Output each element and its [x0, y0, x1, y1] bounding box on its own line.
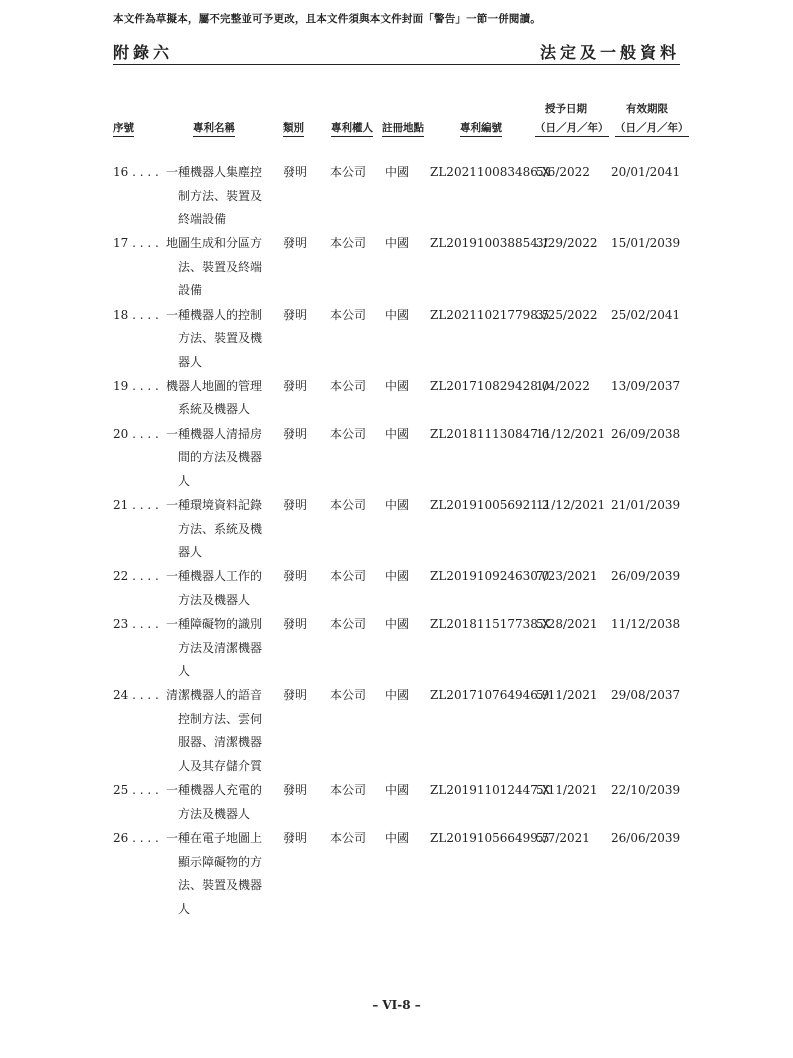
row-place: 中國	[385, 783, 410, 798]
row-expiry: 29/08/2037	[611, 688, 681, 703]
patent-name-line: 一種機器人集塵控	[166, 165, 263, 179]
row-patentee: 本公司	[330, 783, 367, 798]
patent-name-line: 顯示障礙物的方	[178, 854, 263, 869]
row-category: 發明	[283, 378, 308, 393]
row-index: 21 . . . .	[113, 498, 159, 512]
row-category: 發明	[283, 569, 308, 584]
col-category: 類別	[283, 120, 304, 137]
row-place: 中國	[385, 498, 410, 512]
row-expiry: 22/10/2039	[611, 783, 681, 798]
page-header	[113, 40, 680, 65]
patent-name-line: 方法及機器人	[178, 806, 251, 821]
row-category: 發明	[283, 688, 308, 703]
row-patentee: 本公司	[330, 498, 367, 512]
row-patent-name	[166, 375, 262, 422]
patent-name-line: 一種在電子地圖上	[166, 831, 263, 845]
row-index: 20 . . . .	[113, 426, 159, 441]
row-index: 17 . . . .	[113, 236, 159, 251]
row-patent-name	[166, 779, 262, 826]
row-patentee: 本公司	[330, 165, 367, 179]
col-patentee: 專利權人	[331, 120, 373, 137]
row-expiry: 26/09/2039	[611, 569, 681, 584]
col-patent-name: 專利名稱	[193, 120, 235, 137]
row-patent-no: ZL201811517738.X	[430, 617, 551, 632]
row-category: 發明	[283, 236, 308, 251]
patent-name-line: 一種障礙物的識別	[166, 617, 263, 632]
row-patent-name	[166, 613, 262, 684]
row-patent-no: ZL201710764946.9	[430, 688, 550, 703]
patent-name-line: 一種環境資料記錄	[166, 498, 263, 512]
patent-name-line: 一種機器人清掃房	[166, 426, 263, 441]
patent-name-line: 人	[178, 664, 191, 679]
row-place: 中國	[385, 688, 410, 703]
row-patentee: 本公司	[330, 831, 367, 845]
row-patentee: 本公司	[330, 378, 367, 393]
patent-name-line: 一種機器人工作的	[166, 569, 263, 584]
row-patent-name	[166, 827, 262, 921]
row-expiry: 25/02/2041	[611, 307, 681, 322]
patent-name-line: 方法及機器人	[178, 592, 251, 607]
row-place: 中國	[385, 378, 410, 393]
row-patent-no: ZL202110083486.X	[430, 165, 551, 179]
row-expiry: 21/01/2039	[611, 498, 681, 512]
row-patentee: 本公司	[330, 426, 367, 441]
row-category: 發明	[283, 617, 308, 632]
col-patent-no: 專利編號	[460, 120, 502, 137]
row-index: 19 . . . .	[113, 378, 159, 393]
patent-name-line: 法、裝置及終端	[178, 259, 263, 274]
row-patentee: 本公司	[330, 307, 367, 322]
row-place: 中國	[385, 569, 410, 584]
row-patent-no: ZL201910038854.1	[430, 236, 550, 251]
row-place: 中國	[385, 831, 410, 845]
patent-name-line: 一種機器人的控制	[166, 307, 263, 322]
col-grant-date-format: （日／月／年）	[535, 120, 609, 137]
row-patent-no: ZL201811130847.6	[430, 426, 550, 441]
row-place: 中國	[385, 617, 410, 632]
patent-name-line: 間的方法及機器	[178, 450, 263, 465]
row-patent-no: ZL201910924630.0	[430, 569, 550, 584]
col-grant-date-title: 授予日期	[545, 103, 587, 115]
patent-name-line: 人及其存儲介質	[178, 758, 263, 773]
patent-name-line: 制方法、裝置及	[178, 188, 263, 203]
patent-name-line: 終端設備	[178, 212, 227, 226]
row-patent-name	[166, 423, 262, 494]
row-grant-date: 5/6/2022	[536, 165, 590, 179]
row-patent-no: ZL201910566499.5	[430, 831, 550, 845]
patent-name-line: 設備	[178, 283, 203, 298]
patent-name-line: 方法及清潔機器	[178, 640, 263, 655]
row-grant-date: 5/11/2021	[536, 688, 598, 703]
row-grant-date: 3/29/2022	[536, 236, 598, 251]
patent-name-line: 器人	[178, 545, 203, 559]
patent-name-line: 機器人地圖的管理	[166, 378, 263, 393]
page-number: – VI-8 –	[372, 998, 421, 1012]
row-patent-name	[166, 161, 262, 232]
row-expiry: 20/01/2041	[611, 165, 681, 179]
patent-name-line: 地圖生成和分區方	[166, 236, 263, 251]
row-grant-date: 7/23/2021	[536, 569, 598, 584]
row-patent-no: ZL201911012447.X	[430, 783, 551, 798]
patent-name-line: 人	[178, 901, 191, 916]
row-patent-name	[166, 565, 262, 612]
row-patentee: 本公司	[330, 236, 367, 251]
row-expiry: 11/12/2038	[611, 617, 681, 632]
patent-name-line: 方法、系統及機	[178, 521, 263, 536]
row-index: 26 . . . .	[113, 831, 159, 845]
row-category: 發明	[283, 426, 308, 441]
row-expiry: 13/09/2037	[611, 378, 681, 393]
draft-warning: 本文件為草擬本，屬不完整並可予更改，且本文件須與本文件封面「警告」一節一併閱讀。	[113, 13, 541, 25]
row-grant-date: 5/11/2021	[536, 783, 598, 798]
row-grant-date: 11/12/2021	[536, 498, 606, 512]
appendix-title: 附錄六	[113, 43, 174, 62]
patent-name-line: 器人	[178, 354, 203, 369]
row-index: 16 . . . .	[113, 165, 159, 179]
patent-name-line: 服器、清潔機器	[178, 735, 263, 750]
row-patent-no: ZL201710829428.0	[430, 378, 550, 393]
row-place: 中國	[385, 426, 410, 441]
col-expiry-title: 有效期限	[626, 103, 668, 115]
row-grant-date: 11/12/2021	[536, 426, 606, 441]
row-category: 發明	[283, 498, 308, 512]
row-index: 25 . . . .	[113, 783, 159, 798]
row-index: 23 . . . .	[113, 617, 159, 632]
patent-name-line: 一種機器人充電的	[166, 783, 263, 798]
row-index: 22 . . . .	[113, 569, 159, 584]
row-patentee: 本公司	[330, 617, 367, 632]
row-patentee: 本公司	[330, 688, 367, 703]
row-grant-date: 1/4/2022	[536, 378, 590, 393]
row-place: 中國	[385, 165, 410, 179]
row-category: 發明	[283, 165, 308, 179]
row-patent-no: ZL201910056921.2	[430, 498, 550, 512]
row-index: 24 . . . .	[113, 688, 159, 703]
col-place: 註冊地點	[382, 120, 424, 137]
row-category: 發明	[283, 307, 308, 322]
section-title: 法定及一般資料	[539, 43, 680, 62]
row-expiry: 26/06/2039	[611, 831, 681, 845]
row-place: 中國	[385, 307, 410, 322]
row-patentee: 本公司	[330, 569, 367, 584]
row-place: 中國	[385, 236, 410, 251]
row-patent-name	[166, 232, 262, 303]
col-expiry-format: （日／月／年）	[615, 120, 689, 137]
row-expiry: 15/01/2039	[611, 236, 681, 251]
row-category: 發明	[283, 831, 308, 845]
row-patent-name	[166, 304, 262, 375]
row-grant-date: 5/28/2021	[536, 617, 598, 632]
row-patent-no: ZL202110217798.5	[430, 307, 550, 322]
row-patent-name	[166, 684, 262, 778]
row-grant-date: 3/25/2022	[536, 307, 598, 322]
patent-name-line: 方法、裝置及機	[178, 331, 263, 346]
col-index: 序號	[113, 120, 134, 137]
row-category: 發明	[283, 783, 308, 798]
row-index: 18 . . . .	[113, 307, 159, 322]
row-expiry: 26/09/2038	[611, 426, 681, 441]
patent-name-line: 人	[178, 473, 191, 488]
patent-name-line: 清潔機器人的語音	[166, 688, 263, 703]
row-grant-date: 5/7/2021	[536, 831, 590, 845]
patent-name-line: 法、裝置及機器	[178, 878, 263, 892]
patent-name-line: 控制方法、雲伺	[178, 711, 263, 726]
row-patent-name	[166, 494, 262, 565]
patent-name-line: 系統及機器人	[178, 402, 251, 417]
